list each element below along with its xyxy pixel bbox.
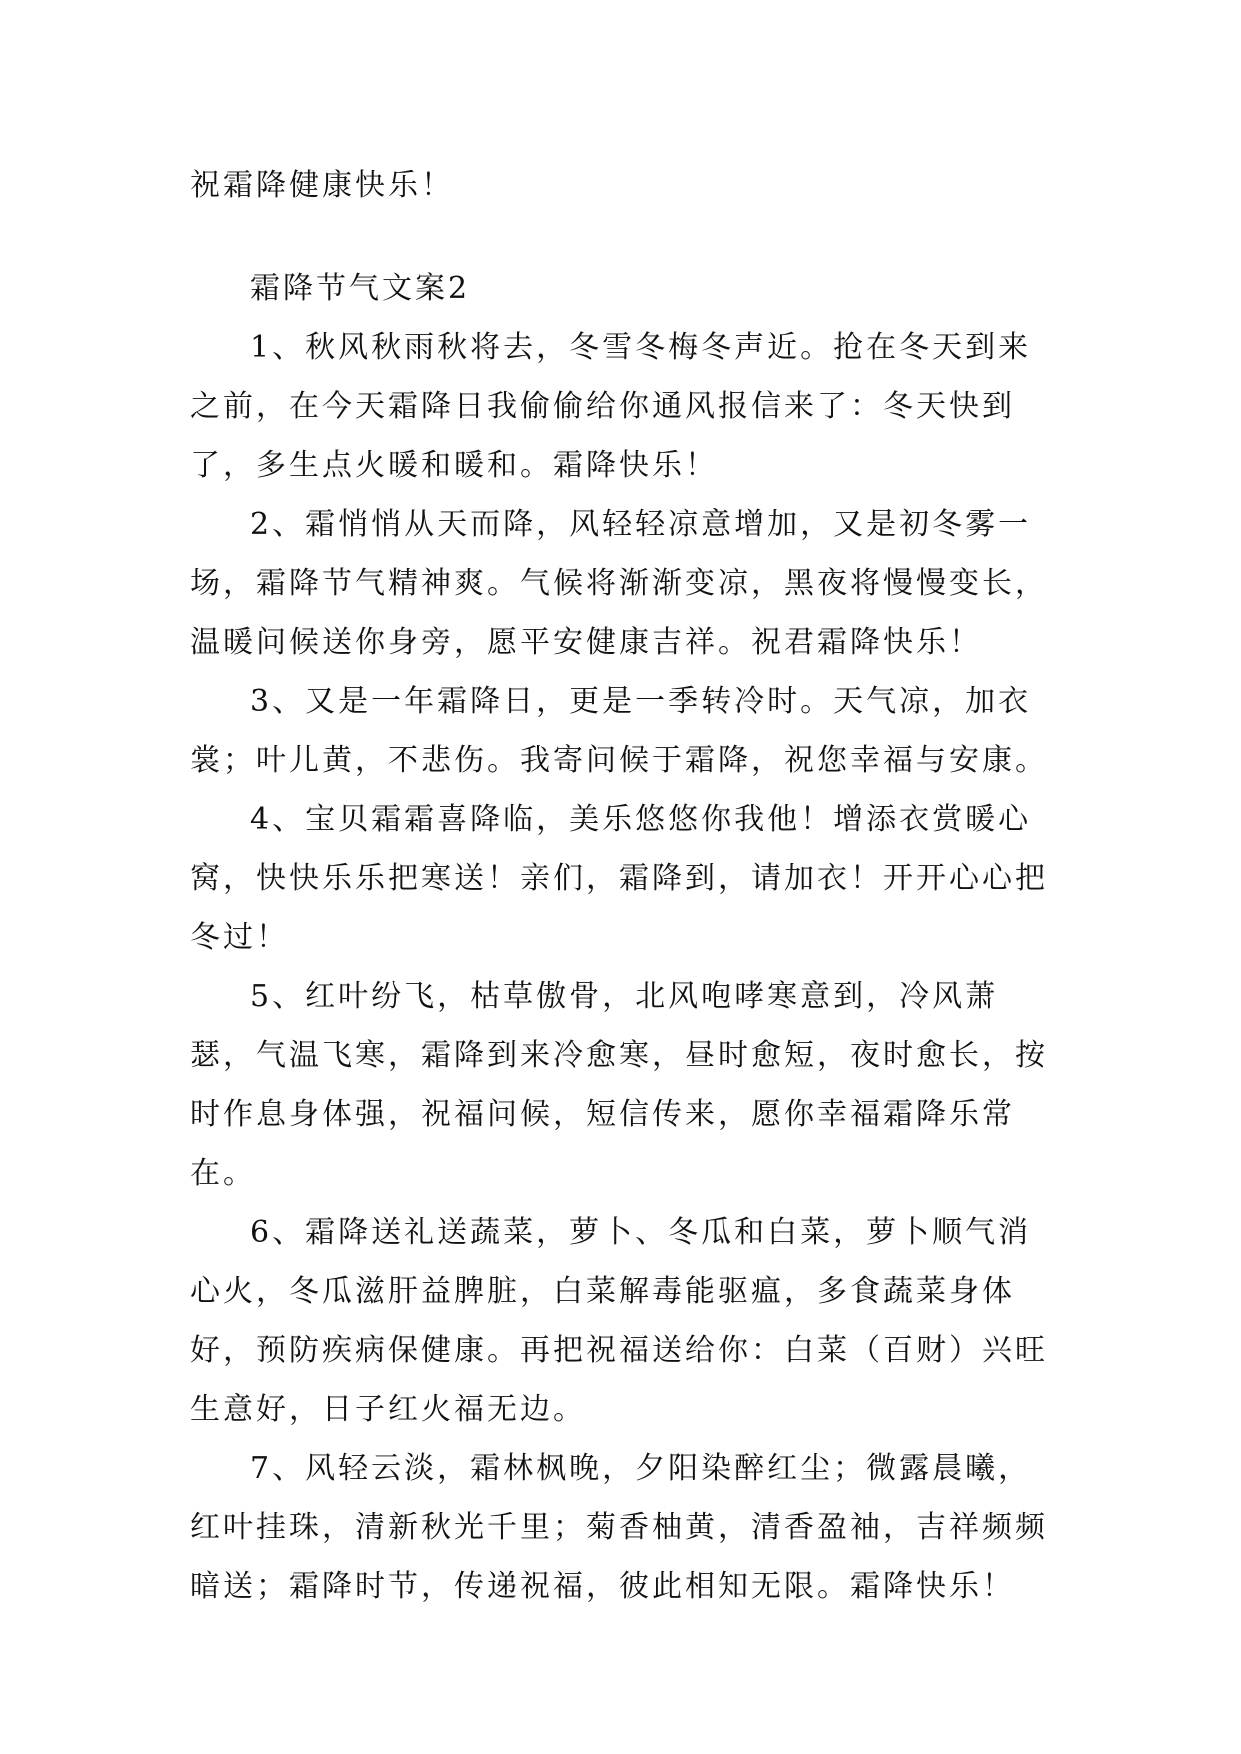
paragraph-4: 4、宝贝霜霜喜降临，美乐悠悠你我他！增添衣赏暖心窝，快快乐乐把寒送！亲们，霜降到，请加衣！开开心心把冬过！ bbox=[190, 802, 1048, 955]
paragraph-7: 7、风轻云淡，霜林枫晚，夕阳染醉红尘；微露晨曦，红叶挂珠，清新秋光千里；菊香柚黄，清香盈袖，吉祥频频暗送；霜降时节，传递祝福，彼此相知无限。霜降快乐！ bbox=[190, 1451, 1048, 1604]
closing-line: 祝霜降健康快乐！ bbox=[190, 168, 454, 203]
paragraph-5: 5、红叶纷飞，枯草傲骨，北风咆哮寒意到，冷风萧瑟，气温飞寒，霜降到来冷愈寒，昼时愈短，夜时愈长，按时作息身体强，祝福问候，短信传来，愿你幸福霜降乐常在。 bbox=[190, 979, 1048, 1191]
paragraph-1: 1、秋风秋雨秋将去，冬雪冬梅冬声近。抢在冬天到来之前，在今天霜降日我偷偷给你通风报信来了：冬天快到了，多生点火暖和暖和。霜降快乐！ bbox=[190, 330, 1032, 483]
paragraph-2: 2、霜悄悄从天而降，风轻轻凉意增加，又是初冬雾一场，霜降节气精神爽。气候将渐渐变凉，黑夜将慢慢变长，温暖问候送你身旁，愿平安健康吉祥。祝君霜降快乐！ bbox=[190, 507, 1048, 660]
section-title: 霜降节气文案2 bbox=[250, 271, 471, 306]
paragraph-6: 6、霜降送礼送蔬菜，萝卜、冬瓜和白菜，萝卜顺气消心火，冬瓜滋肝益脾脏，白菜解毒能驱瘟，多食蔬菜身体好，预防疾病保健康。再把祝福送给你：白菜（百财）兴旺生意好，日子红火福无边。 bbox=[190, 1215, 1048, 1427]
document-body bbox=[190, 156, 1062, 1616]
paragraph-3: 3、又是一年霜降日，更是一季转冷时。天气凉，加衣裳；叶儿黄，不悲伤。我寄问候于霜降，祝您幸福与安康。 bbox=[190, 684, 1048, 778]
